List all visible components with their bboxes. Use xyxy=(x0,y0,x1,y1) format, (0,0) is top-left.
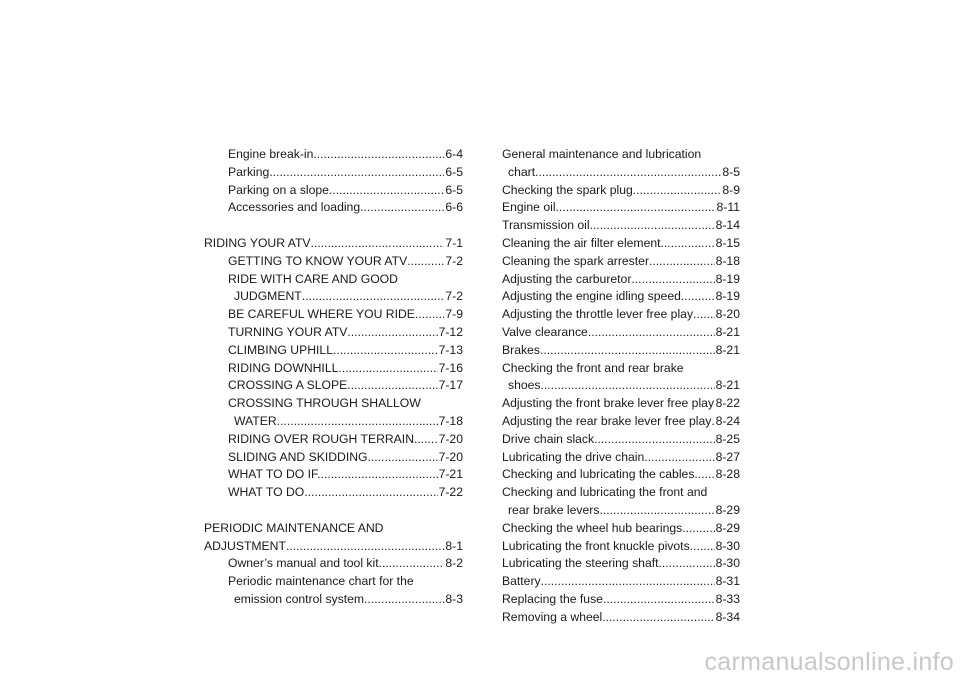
dot-leader xyxy=(590,217,715,235)
toc-right-column xyxy=(502,146,740,627)
page-number: 8-1 xyxy=(445,538,463,553)
dot-leader xyxy=(649,253,715,271)
dot-leader xyxy=(556,199,716,217)
toc-entry xyxy=(204,182,463,200)
page-number: 8-22 xyxy=(715,396,740,411)
toc-entry-title: Checking the spark plug xyxy=(502,182,633,197)
toc-entry xyxy=(502,360,740,396)
toc-entry-title: BE CAREFUL WHERE YOU RIDE xyxy=(228,307,415,322)
dot-leader xyxy=(368,449,438,467)
toc-entry xyxy=(502,253,740,271)
page-number: 8-5 xyxy=(722,164,740,179)
toc-entry xyxy=(204,253,463,271)
toc-entry-title: GETTING TO KNOW YOUR ATV xyxy=(228,253,408,268)
toc-entry xyxy=(502,199,740,217)
toc-entry xyxy=(502,431,740,449)
toc-entry xyxy=(204,466,463,484)
toc-entry-title: Checking and lubricating the front and xyxy=(502,485,708,500)
toc-entry-title: CROSSING THROUGH SHALLOW xyxy=(228,396,421,411)
toc-entry-title: CROSSING A SLOPE xyxy=(228,378,348,393)
toc-left-column xyxy=(204,146,463,609)
page-number: 7-17 xyxy=(438,378,463,393)
dot-leader xyxy=(327,466,437,484)
toc-entry xyxy=(204,431,463,449)
dot-leader xyxy=(693,306,715,324)
dot-leader xyxy=(594,431,714,449)
dot-leader xyxy=(269,164,444,182)
toc-entry xyxy=(502,520,740,538)
page-number: 8-19 xyxy=(715,271,740,286)
toc-entry-title: Cleaning the spark arrester xyxy=(502,253,649,268)
dot-leader xyxy=(360,199,444,217)
dot-leader xyxy=(333,342,438,360)
toc-entry-title-continued: emission control system xyxy=(234,591,365,606)
toc-entry-title: PERIODIC MAINTENANCE AND xyxy=(204,520,384,535)
toc-entry-title: Brakes xyxy=(502,342,540,357)
toc-entry-title: Engine oil xyxy=(502,200,556,215)
toc-entry xyxy=(502,395,740,413)
dot-leader xyxy=(659,555,715,573)
toc-entry xyxy=(502,449,740,467)
toc-entry xyxy=(204,235,463,253)
toc-entry xyxy=(502,306,740,324)
page-number: 6-5 xyxy=(445,164,463,179)
toc-entry xyxy=(204,395,463,431)
toc-entry-title: Adjusting the front brake lever free play xyxy=(502,396,715,411)
page-number: 8-19 xyxy=(715,289,740,304)
toc-entry xyxy=(502,609,740,627)
toc-entry-title: Removing a wheel xyxy=(502,609,603,624)
page-number: 8-14 xyxy=(715,218,740,233)
page-number: 8-20 xyxy=(715,307,740,322)
toc-entry xyxy=(502,591,740,609)
toc-entry xyxy=(502,555,740,573)
dot-leader xyxy=(302,288,445,306)
page-number: 6-4 xyxy=(445,147,463,161)
page-number: 8-18 xyxy=(715,253,740,268)
toc-entry xyxy=(502,484,740,520)
dot-leader xyxy=(314,484,437,502)
dot-leader xyxy=(347,377,437,395)
toc-entry-title: Valve clearance xyxy=(502,324,588,339)
dot-leader xyxy=(414,431,438,449)
dot-leader xyxy=(661,235,715,253)
toc-entry xyxy=(204,484,463,502)
watermark: carmanualsonline.info xyxy=(704,648,954,676)
toc-entry-title: TURNING YOUR ATV xyxy=(228,324,348,339)
toc-entry-title: Parking on a slope xyxy=(228,182,329,197)
toc-entry xyxy=(502,342,740,360)
toc-entry xyxy=(502,538,740,556)
toc-entry-title: Adjusting the carburetor xyxy=(502,271,632,286)
page-number: 6-6 xyxy=(445,200,463,215)
page-number: 8-28 xyxy=(715,467,740,482)
dot-leader xyxy=(347,324,437,342)
toc-entry-title-continued: ADJUSTMENT xyxy=(204,538,286,553)
dot-leader xyxy=(286,538,444,556)
toc-entry-title: RIDING DOWNHILL xyxy=(228,360,339,375)
dot-leader xyxy=(535,164,721,182)
toc-entry xyxy=(204,164,463,182)
page-number: 8-30 xyxy=(715,538,740,553)
page-number: 7-2 xyxy=(445,253,463,268)
dot-leader xyxy=(407,253,444,271)
dot-leader xyxy=(631,271,714,289)
page-number: 8-2 xyxy=(445,556,463,571)
toc-entry xyxy=(204,306,463,324)
dot-leader xyxy=(329,182,444,200)
page-number: 6-5 xyxy=(445,182,463,197)
toc-entry-title: Periodic maintenance chart for the xyxy=(228,574,414,589)
dot-leader xyxy=(603,591,715,609)
dot-leader xyxy=(644,449,714,467)
page-number: 8-3 xyxy=(445,591,463,606)
toc-entry-title: Battery xyxy=(502,574,541,589)
page-number: 8-21 xyxy=(715,378,740,393)
toc-entry-title: Adjusting the engine idling speed xyxy=(502,289,681,304)
page-number: 7-21 xyxy=(438,467,463,482)
dot-leader xyxy=(364,591,444,609)
toc-entry-title: Accessories and loading xyxy=(228,200,361,215)
page-number: 7-9 xyxy=(445,307,463,322)
dot-leader xyxy=(313,146,444,164)
toc-entry-title: Checking and lubricating the cables xyxy=(502,467,695,482)
page-number: 8-24 xyxy=(715,413,740,428)
page-number: 7-18 xyxy=(438,413,463,428)
dot-leader xyxy=(311,235,445,253)
dot-leader xyxy=(379,555,445,573)
page-number: 7-12 xyxy=(438,324,463,339)
dot-leader xyxy=(541,377,715,395)
dot-leader xyxy=(415,306,444,324)
toc-entry-title: RIDING OVER ROUGH TERRAIN xyxy=(228,431,414,446)
page-number: 8-33 xyxy=(715,591,740,606)
dot-leader xyxy=(588,324,715,342)
page-number: 8-21 xyxy=(715,324,740,339)
page-number: 8-29 xyxy=(715,520,740,535)
toc-entry-title: Adjusting the throttle lever free play xyxy=(502,307,694,322)
page-number: 8-21 xyxy=(715,342,740,357)
toc-entry xyxy=(204,449,463,467)
toc-entry xyxy=(502,324,740,342)
page-number: 7-1 xyxy=(445,235,463,250)
toc-entry-title-continued: shoes xyxy=(508,378,541,393)
toc-entry-title: Owner’s manual and tool kit xyxy=(228,556,379,571)
toc-entry-title: Cleaning the air filter element xyxy=(502,235,661,250)
toc-entry xyxy=(502,271,740,289)
page-number: 7-13 xyxy=(438,342,463,357)
dot-leader xyxy=(338,360,437,378)
dot-leader xyxy=(599,502,714,520)
dot-leader xyxy=(633,182,722,200)
toc-entry-title: General maintenance and lubrication xyxy=(502,147,702,161)
toc-entry-title: RIDE WITH CARE AND GOOD xyxy=(228,271,398,286)
toc-entry-title: RIDING YOUR ATV xyxy=(204,235,311,250)
toc-entry-title: CLIMBING UPHILL xyxy=(228,342,333,357)
toc-entry xyxy=(502,235,740,253)
page-number: 8-30 xyxy=(715,556,740,571)
toc-entry-title: WHAT TO DO... xyxy=(228,485,315,500)
dot-leader xyxy=(277,413,438,431)
toc-entry xyxy=(204,520,463,556)
dot-leader xyxy=(540,342,715,360)
page-number: 8-27 xyxy=(715,449,740,464)
toc-entry-title: Lubricating the front knuckle pivots xyxy=(502,538,690,553)
toc-entry xyxy=(204,146,463,164)
toc-entry-title-continued: JUDGMENT xyxy=(234,289,302,304)
toc-entry-title: Adjusting the rear brake lever free play xyxy=(502,413,712,428)
page-number: 7-20 xyxy=(438,449,463,464)
toc-entry-title-continued: rear brake levers xyxy=(508,502,600,517)
toc-entry xyxy=(204,573,463,609)
toc-entry-title: Lubricating the drive chain xyxy=(502,449,645,464)
toc-entry-title: WHAT TO DO IF... xyxy=(228,467,328,482)
toc-entry xyxy=(204,271,463,307)
page-number: 8-31 xyxy=(715,574,740,589)
toc-entry xyxy=(502,146,740,182)
page-number: 8-15 xyxy=(715,235,740,250)
toc-entry-title: SLIDING AND SKIDDING xyxy=(228,449,368,464)
page-number: 8-11 xyxy=(716,200,740,215)
toc-entry-title: Checking the front and rear brake xyxy=(502,360,684,375)
toc-entry xyxy=(502,466,740,484)
toc-entry xyxy=(204,360,463,378)
page-number: 7-20 xyxy=(438,431,463,446)
page-number: 8-29 xyxy=(715,502,740,517)
page-number: 7-2 xyxy=(445,289,463,304)
page-number: 8-34 xyxy=(715,609,740,624)
toc-entry-title-continued: chart xyxy=(508,164,536,179)
toc-entry-title: Engine break-in xyxy=(228,147,314,161)
toc-entry-title: Checking the wheel hub bearings xyxy=(502,520,683,535)
toc-entry-title: Drive chain slack xyxy=(502,431,595,446)
dot-leader xyxy=(602,609,714,627)
toc-entry-title-continued: WATER xyxy=(234,413,277,428)
toc-entry xyxy=(502,217,740,235)
dot-leader xyxy=(541,573,715,591)
page-number: 7-22 xyxy=(438,485,463,500)
toc-entry xyxy=(502,288,740,306)
page-number: 8-9 xyxy=(722,182,740,197)
toc-entry xyxy=(502,182,740,200)
toc-entry-title: Parking xyxy=(228,164,270,179)
toc-entry xyxy=(204,377,463,395)
toc-entry-title: Replacing the fuse xyxy=(502,591,603,606)
page-number: 8-25 xyxy=(715,431,740,446)
dot-leader xyxy=(682,520,714,538)
dot-leader xyxy=(694,466,714,484)
dot-leader xyxy=(681,288,715,306)
toc-entry-title: Transmission oil xyxy=(502,218,590,233)
toc-entry xyxy=(204,342,463,360)
toc-entry xyxy=(204,324,463,342)
page-number: 7-16 xyxy=(438,360,463,375)
toc-entry xyxy=(502,573,740,591)
toc-entry xyxy=(502,413,740,431)
toc-entry xyxy=(204,555,463,573)
toc-entry xyxy=(204,199,463,217)
dot-leader xyxy=(690,538,715,556)
toc-entry-title: Lubricating the steering shaft xyxy=(502,556,659,571)
